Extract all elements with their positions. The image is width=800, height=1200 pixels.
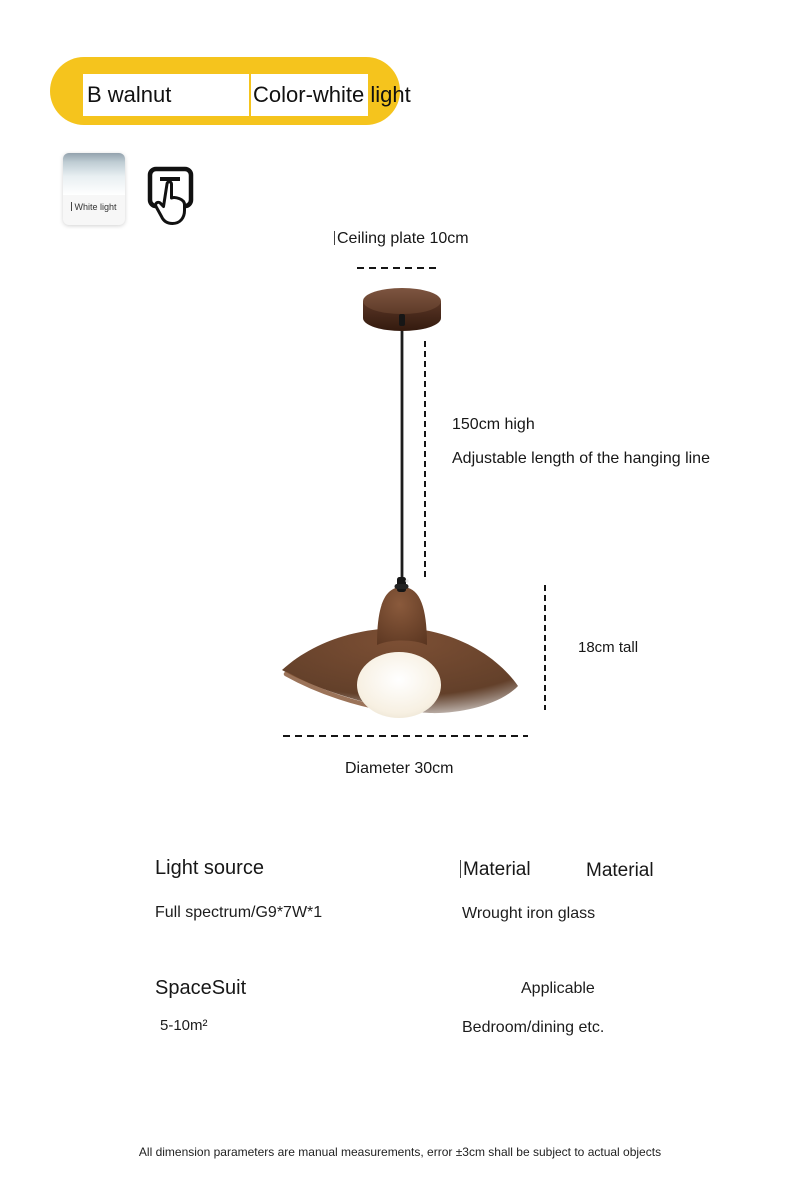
spec-title-material: Material (460, 859, 531, 881)
dimension-line-diameter (283, 735, 528, 737)
dimension-disclaimer: All dimension parameters are manual measurements, error ±3cm shall be subject to actual objects (138, 1145, 662, 1159)
ceiling-plate-label: Ceiling plate 10cm (334, 230, 469, 248)
hanging-height-label: 150cm high (452, 416, 535, 433)
spec-value-material: Wrought iron glass (462, 905, 596, 922)
text-cursor-artifact (71, 202, 72, 211)
spec-title-space-suit: SpaceSuit (155, 977, 247, 999)
spec-title-applicable: Applicable (521, 980, 595, 997)
ceiling-plate (363, 288, 441, 331)
pendant-lamp-illustration (280, 285, 530, 725)
adjustable-length-note: Adjustable length of the hanging line (452, 450, 710, 467)
spec-title-light-source: Light source (155, 857, 264, 879)
thumbnail-caption: White light (63, 202, 125, 212)
shade-height-label: 18cm tall (578, 639, 639, 656)
color-name: Color-white light (253, 82, 411, 107)
glass-globe (357, 652, 441, 718)
text-cursor-artifact (460, 860, 461, 878)
socket-dome (377, 587, 427, 645)
spec-value-space-suit: 5-10m² (160, 1017, 208, 1034)
spec-value-light-source: Full spectrum/G9*7W*1 (155, 904, 323, 921)
dimension-line-ceiling-plate (357, 267, 441, 269)
text-cursor-artifact (334, 231, 335, 245)
diameter-label: Diameter 30cm (345, 760, 454, 777)
dimension-line-shade-height (544, 585, 546, 710)
variant-name: B walnut (87, 82, 172, 107)
hanging-wire (401, 323, 404, 583)
variant-pill (50, 57, 411, 125)
white-light-thumbnail (63, 153, 125, 225)
spec-value-applicable: Bedroom/dining etc. (462, 1019, 605, 1036)
dimension-line-hanging-height (424, 341, 426, 579)
spec-title-material-2: Material (586, 860, 654, 881)
white-light-glow-icon (63, 153, 125, 195)
hand-click-icon (143, 165, 199, 227)
